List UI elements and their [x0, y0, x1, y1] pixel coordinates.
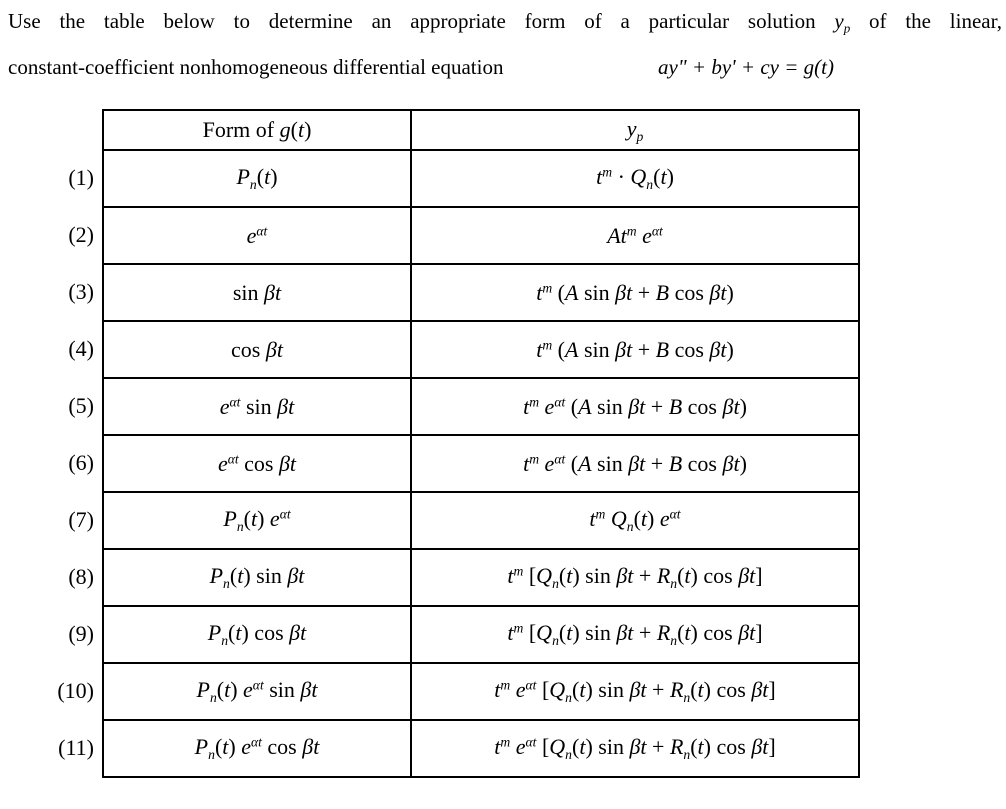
- yp-cell: $t^m$ $e^{\alpha t}$ [$Q_n(t)$ $\sin \beta t + R_n(t)$ cos βt]: [411, 720, 859, 777]
- form-of-g-cell: $P_n(t)$ sin βt: [103, 549, 411, 606]
- intro-word: appropriate: [410, 9, 506, 33]
- table-row: [103, 207, 859, 264]
- intro-line-2-text: constant-coefficient nonhomogeneous differential equation: [8, 54, 504, 79]
- table-row: [103, 549, 859, 606]
- intro-word: a: [620, 9, 630, 33]
- row-label: (11): [58, 734, 94, 760]
- intro-text: [8, 2, 1002, 86]
- form-of-g-cell: $P_n(t)$ $e^{\alpha t}$ sin βt: [103, 663, 411, 720]
- row-label: (4): [68, 335, 94, 361]
- table-row: [103, 321, 859, 378]
- row-label: (8): [68, 563, 94, 589]
- yp-cell: $t^m$ $e^{\alpha t}$ (A sin βt + B cos βt): [411, 378, 859, 435]
- form-of-g-cell: sin βt: [103, 264, 411, 321]
- form-of-g-cell: $e^{\alpha t}$ cos βt: [103, 435, 411, 492]
- row-label: (5): [68, 392, 94, 418]
- form-of-g-cell: $P_n(t)$ $e^{\alpha t}$ cos βt: [103, 720, 411, 777]
- intro-word: particular: [648, 9, 730, 33]
- yp-cell: $t^m$ $e^{\alpha t}$ [$Q_n(t)$ $\sin \beta t + R_n(t)$ cos βt]: [411, 663, 859, 720]
- intro-word: the: [59, 9, 86, 33]
- intro-line-1: [8, 2, 1002, 48]
- intro-word: to: [233, 9, 250, 33]
- table-row: [103, 435, 859, 492]
- header-yp: $y_p$: [411, 110, 859, 150]
- intro-word: an: [371, 9, 392, 33]
- intro-word: solution: [747, 9, 816, 33]
- row-label: (9): [68, 620, 94, 646]
- intro-word: linear,: [949, 9, 1002, 33]
- intro-word: form: [524, 9, 566, 33]
- intro-word: of: [584, 9, 602, 33]
- yp-cell: $t^m$ $Q_n(t)$ $e^{\alpha t}$: [411, 492, 859, 549]
- form-of-g-cell: $P_n(t)$ $e^{\alpha t}$: [103, 492, 411, 549]
- row-label: (1): [68, 164, 94, 190]
- intro-word: $y_p$: [834, 9, 851, 36]
- row-label: (7): [68, 506, 94, 532]
- table-row: [103, 720, 859, 777]
- intro-word: of: [869, 9, 887, 33]
- yp-cell: $t^m$ [$Q_n(t)$ $\sin \beta t + R_n(t)$ cos βt]: [411, 549, 859, 606]
- table-row: [103, 150, 859, 207]
- table-row: [103, 492, 859, 549]
- row-label: (2): [68, 221, 94, 247]
- intro-word: below: [163, 9, 215, 33]
- table-row: [103, 378, 859, 435]
- differential-equation: ay" + by' + cy = g(t): [658, 54, 834, 79]
- yp-cell: $t^m$ $e^{\alpha t}$ (A sin βt + B cos βt): [411, 435, 859, 492]
- form-of-g-cell: $P_n(t)$: [103, 150, 411, 207]
- form-of-g-cell: cos βt: [103, 321, 411, 378]
- intro-word: the: [905, 9, 931, 33]
- form-of-g-cell: $P_n(t)$ cos βt: [103, 606, 411, 663]
- intro-word: Use: [8, 9, 41, 33]
- particular-solution-table: [102, 109, 860, 778]
- yp-cell: $t^m$ (A sin βt + B cos βt): [411, 321, 859, 378]
- yp-cell: $t^m$ [$Q_n(t)$ $\sin \beta t + R_n(t)$ cos βt]: [411, 606, 859, 663]
- table-row: [103, 264, 859, 321]
- table-row: [103, 663, 859, 720]
- intro-word: determine: [268, 9, 353, 33]
- row-label: (6): [68, 449, 94, 475]
- row-label: (10): [57, 677, 94, 703]
- table-row: [103, 606, 859, 663]
- intro-word: table: [103, 9, 145, 33]
- row-label: (3): [68, 278, 94, 304]
- intro-line-2: [8, 48, 1002, 86]
- yp-cell: At$^m$ $e^{\alpha t}$: [411, 207, 859, 264]
- yp-cell: $t^m$ (A sin βt + B cos βt): [411, 264, 859, 321]
- header-form-of-g: Form of g(t): [103, 110, 411, 150]
- form-of-g-cell: $e^{\alpha t}$ sin βt: [103, 378, 411, 435]
- table-header-row: [103, 110, 859, 150]
- form-of-g-cell: $e^{\alpha t}$: [103, 207, 411, 264]
- yp-cell: $t^m \cdot Q_n(t)$: [411, 150, 859, 207]
